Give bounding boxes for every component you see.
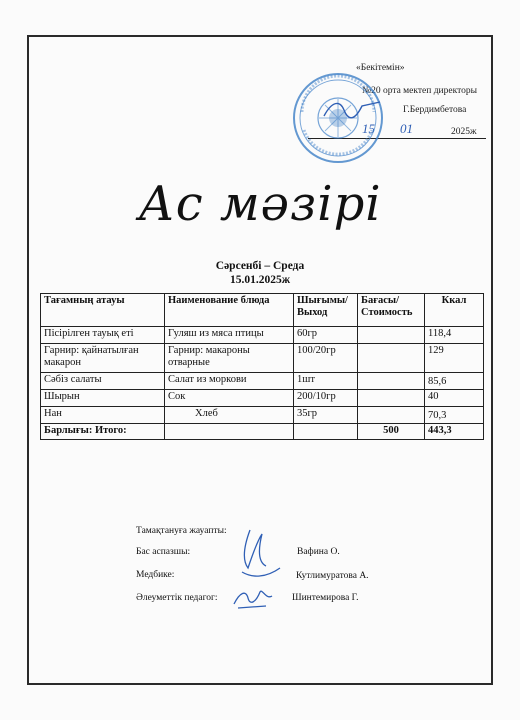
table-header-row	[41, 294, 484, 327]
total-cost: 500	[358, 424, 425, 440]
table-row	[41, 390, 484, 407]
table-cell	[358, 344, 425, 373]
menu-table	[40, 293, 484, 440]
approval-year: 2025ж	[451, 127, 477, 137]
approval-position: №20 орта мектеп директоры	[362, 86, 478, 96]
table-cell	[358, 390, 425, 407]
role-label: Медбике:	[136, 570, 175, 580]
chef-signature	[236, 526, 286, 584]
table-cell	[358, 407, 425, 424]
weekday: Сәрсенбі – Среда	[215, 260, 305, 272]
table-cell: Пісірілген тауық еті	[41, 327, 165, 344]
role-name: Кутлимуратова А.	[296, 571, 369, 581]
table-cell	[358, 327, 425, 344]
table-cell: Хлеб	[165, 407, 294, 424]
column-header: Шығымы/ Выход	[294, 294, 358, 327]
table-cell: Сок	[165, 390, 294, 407]
total-kcal: 443,3	[425, 424, 484, 440]
role-name: Вафина О.	[297, 547, 340, 557]
pedagog-signature	[230, 584, 274, 612]
approval-director: Г.Бердимбетова	[403, 105, 467, 115]
table-cell: Гарнир: қайнатылған макарон	[41, 344, 165, 373]
director-signature	[322, 96, 382, 126]
table-cell: Гарнир: макароны отварные	[165, 344, 294, 373]
table-cell: 1шт	[294, 373, 358, 390]
table-cell: Сәбіз салаты	[41, 373, 165, 390]
approval-title: «Бекітемін»	[356, 63, 405, 73]
table-cell	[294, 424, 358, 440]
table-total-row	[41, 424, 484, 440]
table-cell: Салат из моркови	[165, 373, 294, 390]
table-cell	[165, 424, 294, 440]
page-title: Ас мәзірі	[138, 176, 382, 232]
column-header: Тағамның атауы	[41, 294, 165, 327]
menu-date: 15.01.2025ж	[229, 274, 291, 286]
table-cell: Шырын	[41, 390, 165, 407]
responsible-label: Тамақтануға жауапты:	[136, 526, 227, 536]
table-cell: 40	[425, 390, 484, 407]
table-cell: 70,3	[425, 407, 484, 424]
table-cell: Нан	[41, 407, 165, 424]
table-row	[41, 344, 484, 373]
table-cell: Гуляш из мяса птицы	[165, 327, 294, 344]
column-header: Наименование блюда	[165, 294, 294, 327]
table-cell: 129	[425, 344, 484, 373]
role-label: Әлеуметтік педагог:	[136, 593, 218, 603]
table-cell: 85,6	[425, 373, 484, 390]
table-row	[41, 373, 484, 390]
role-label: Бас аспазшы:	[136, 547, 191, 557]
table-cell: 118,4	[425, 327, 484, 344]
table-cell: 200/10гр	[294, 390, 358, 407]
column-header: Ккал	[425, 294, 484, 327]
role-name: Шинтемирова Г.	[292, 593, 359, 603]
table-cell: 60гр	[294, 327, 358, 344]
approval-day: 15	[362, 121, 375, 136]
table-cell: 35гр	[294, 407, 358, 424]
table-row	[41, 327, 484, 344]
column-header: Бағасы/ Стоимость	[358, 294, 425, 327]
table-cell: 100/20гр	[294, 344, 358, 373]
approval-month: 01	[400, 121, 413, 136]
table-row	[41, 407, 484, 424]
table-cell	[358, 373, 425, 390]
total-label: Барлығы: Итого:	[41, 424, 165, 440]
